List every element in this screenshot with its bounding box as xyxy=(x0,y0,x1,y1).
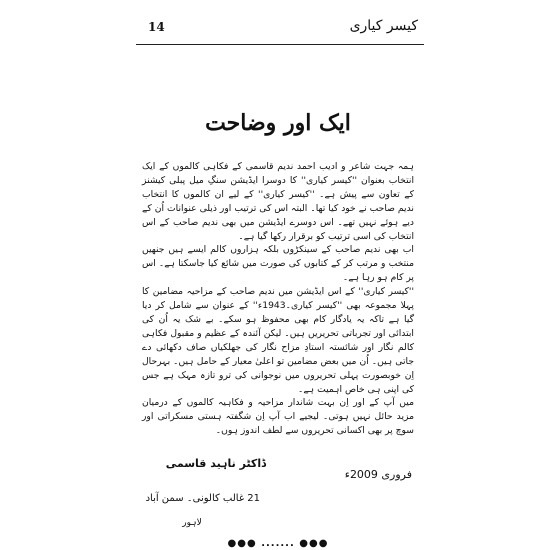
page-header xyxy=(132,16,424,40)
signature-city: لاہور xyxy=(182,518,202,528)
chapter-title: ایک اور وضاحت xyxy=(205,110,351,136)
paragraph: اب بھی ندیم صاحب کے سینکڑوں بلکہ ہزاروں کالم ایسے ہیں جنھیں منتخب و مرتب کر کے کتابوں کی صورت میں شائع کیا جاسکتا ہے۔ اس پر کام ہو رہا ہے۔ xyxy=(142,244,414,284)
header-rule xyxy=(136,44,424,45)
page-number: 14 xyxy=(148,20,165,34)
signature-address: 21 غالب کالونی۔ سمن آباد xyxy=(145,493,260,504)
book-page xyxy=(132,10,424,549)
signature-date: فروری 2009ء xyxy=(344,468,412,481)
paragraph: ''کیسر کیاری'' کے اس ایڈیشن میں ندیم صاحب کے مزاحیہ مضامین کا پہلا مجموعہ بھی ''کیسر کیاری۔1943ء'' کے عنوان سے شامل کر دیا گیا ہے تاکہ یہ یادگار کام بھی محفوظ ہو سکے۔ بے شک یہ اُن کی ابتدائی اور تجرباتی تحریریں ہیں۔ لیکن آئندہ کے عظیم و مقبول فکاہی کالم نگار اور شائستہ استادِ مزاح نگار کی جھلکیاں صاف دکھائی دے جاتی ہیں۔ اُن میں بعض مضامین تو اعلیٰ معیار کے حامل ہیں۔ بہرحال اِن خوبصورت پہلی تحریروں میں نوجوانی کی ترو تازہ مہک ہے جس کی اپنی ہی خاص اہمیت ہے۔ xyxy=(142,286,414,395)
page-ornament: ●●● ....... ●●● xyxy=(227,538,329,549)
paragraph: میں آپ کے اور اِن بہت شاندار مزاحیہ و فکاہیہ کالموں کے درمیان مزید حائل نہیں ہوتی۔ لیجیے اب آپ اِن شگفتہ ہستی مسکراتی اور سوچ پر بھی اکسانی تحریروں سے لطف اندوز ہوں۔ xyxy=(142,397,414,437)
running-title: کیسر کیاری xyxy=(349,18,418,34)
paragraph: ہمہ جہت شاعر و ادیب احمد ندیم قاسمی کے فکاہی کالموں کے ایک انتخاب بعنوان ''کیسر کیاری'' کا دوسرا ایڈیشن سنگِ میل پبلی کیشنز کے تعاون سے پیش ہے۔ ''کیسر کیاری'' کے لیے ان کالموں کا انتخاب ندیم صاحب نے خود کیا تھا۔ البتہ اس کی ترتیب اور ذیلی عنوانات اُن کے دیے ہوئے نہیں تھے۔ اس دوسرے ایڈیشن میں بھی ندیم صاحب کے اس انتخاب کی اسی ترتیب کو برقرار رکھا گیا ہے۔ xyxy=(142,161,414,242)
body-text xyxy=(142,160,414,438)
signature-name: ڈاکٹر ناہید قاسمی xyxy=(165,457,266,470)
